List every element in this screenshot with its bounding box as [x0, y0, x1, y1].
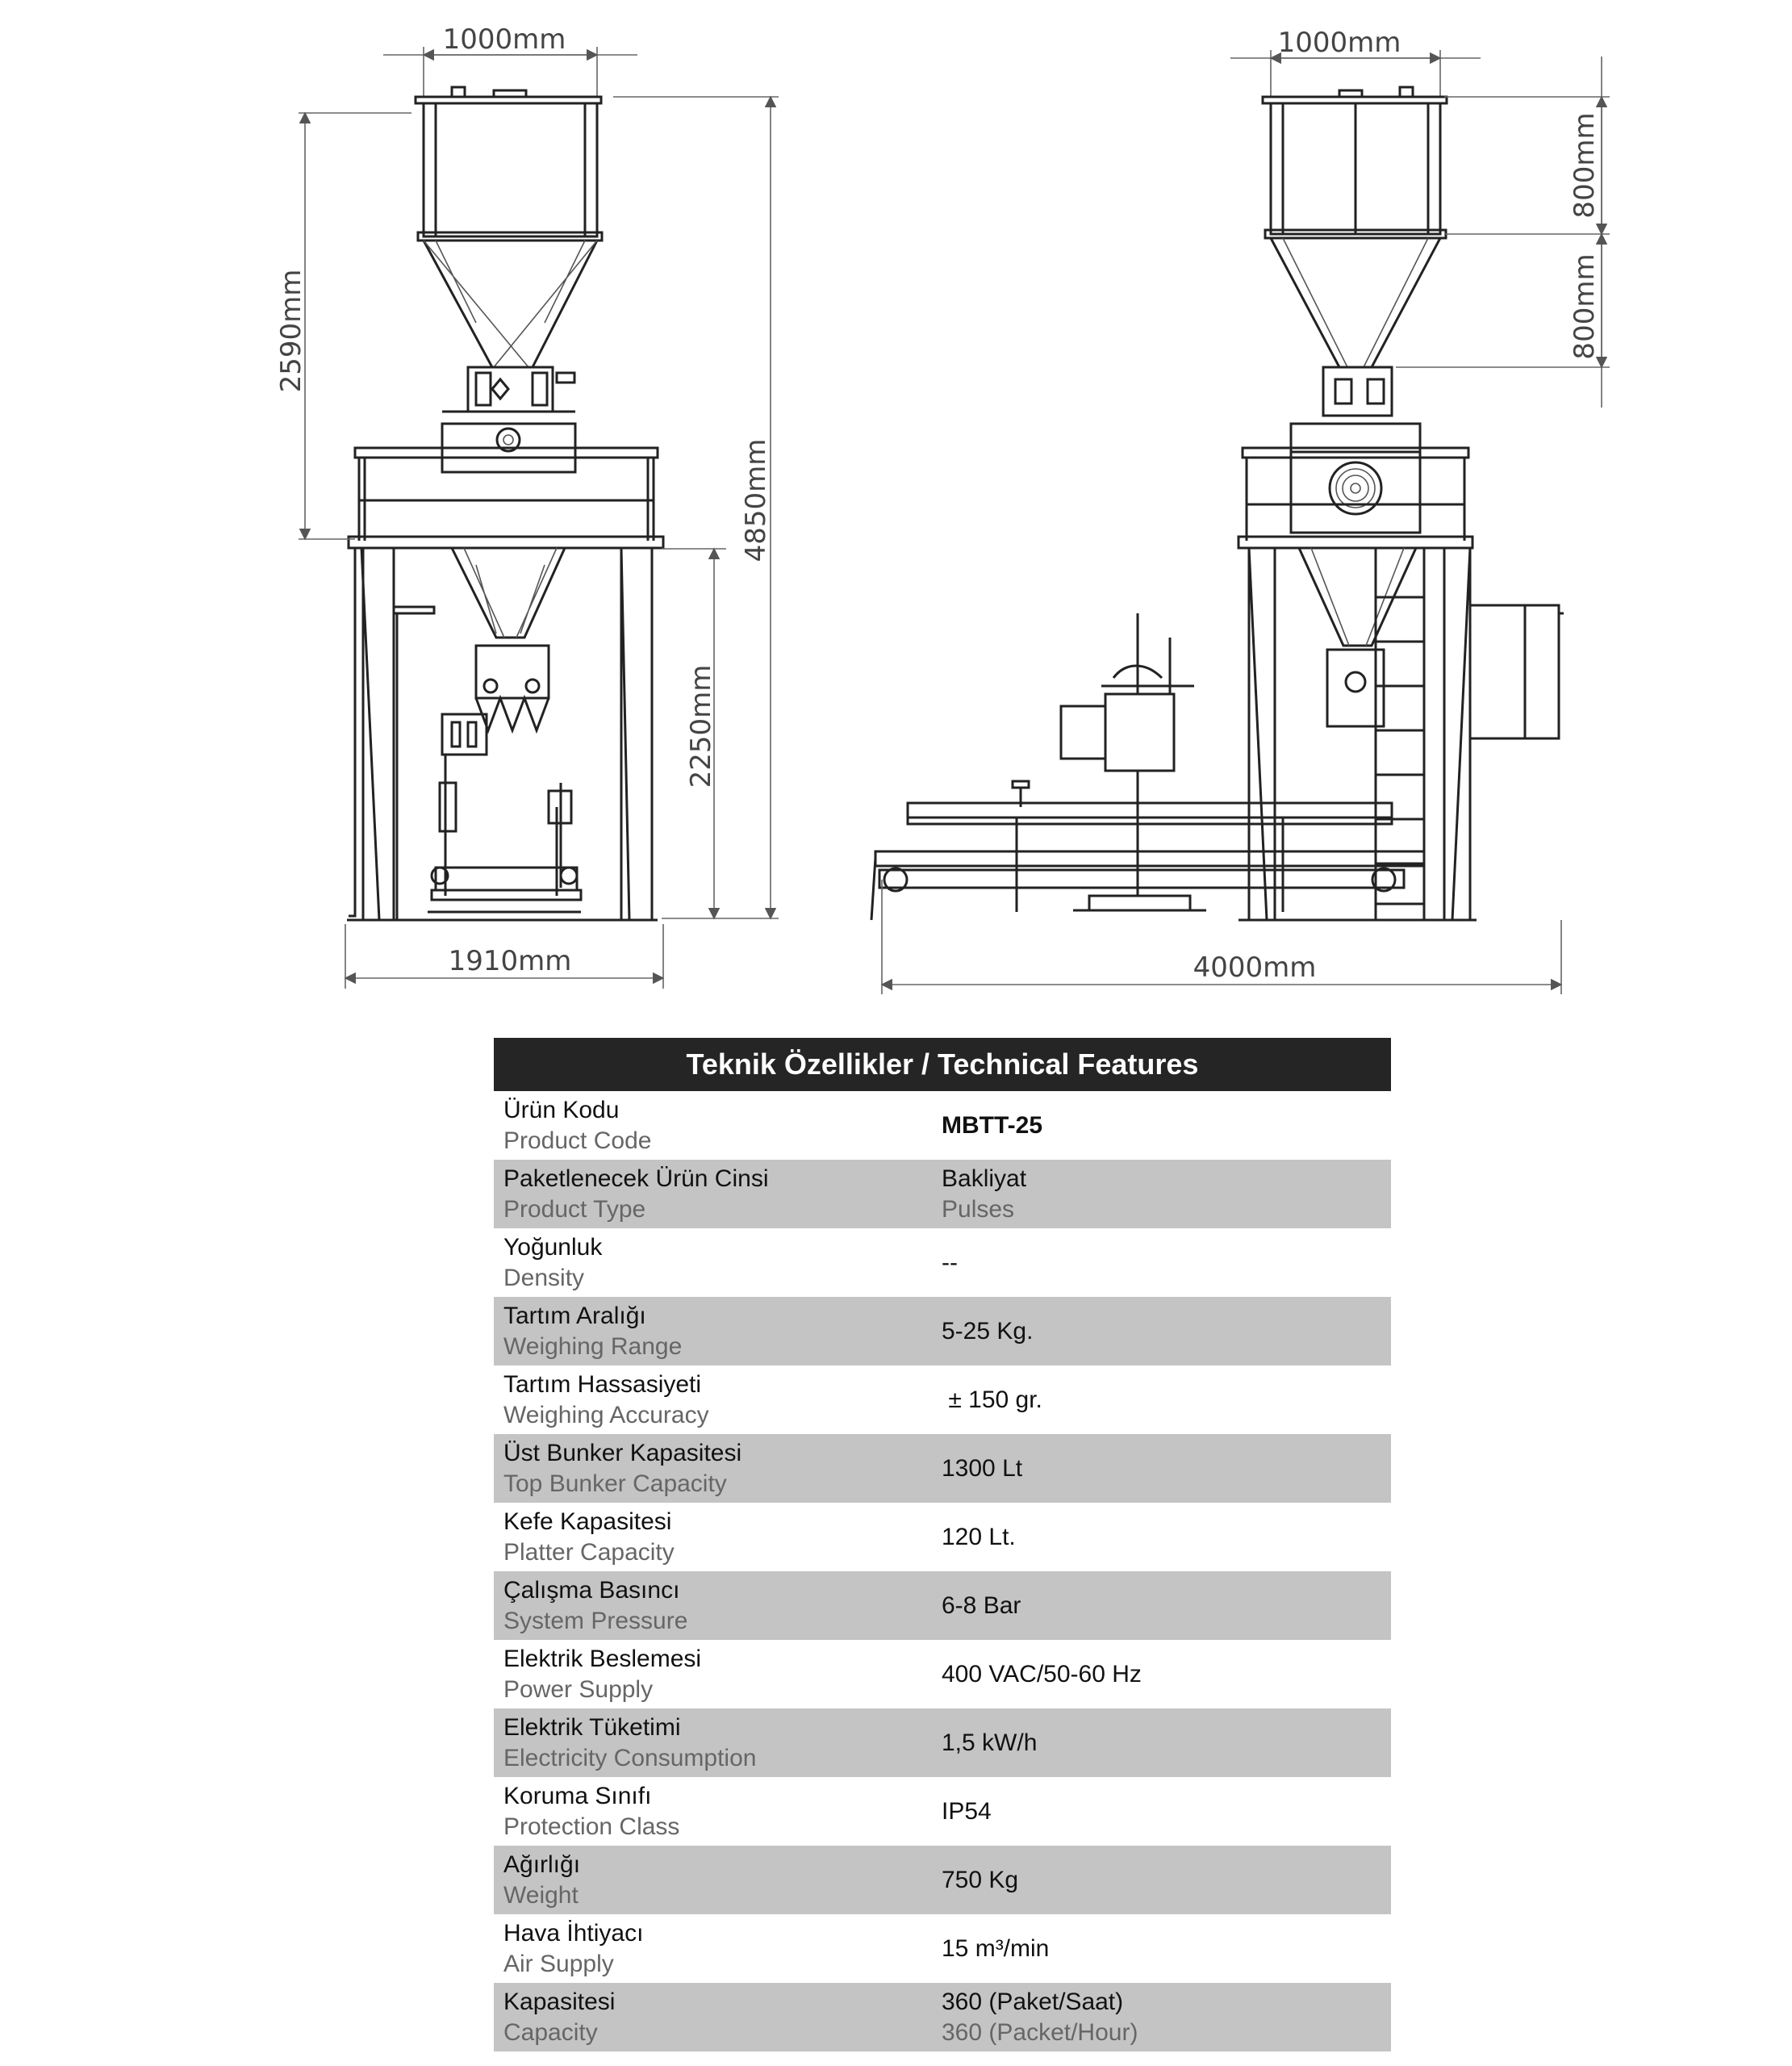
- label-en: Protection Class: [503, 1813, 680, 1840]
- label-tr: Ağırlığı: [503, 1851, 581, 1878]
- table-row: [494, 1160, 1391, 1228]
- value-tr: 120 Lt.: [942, 1523, 1016, 1550]
- label-tr: Elektrik Tüketimi: [503, 1713, 681, 1741]
- table-row: [494, 1983, 1391, 2051]
- front-upper-height-label: 2590mm: [275, 269, 307, 393]
- row-label: [494, 1713, 942, 1774]
- row-value: [942, 1934, 1391, 1964]
- table-row: [494, 1777, 1391, 1846]
- front-total-height-label: 4850mm: [740, 438, 772, 563]
- value-tr: 6-8 Bar: [942, 1591, 1021, 1619]
- label-tr: Paketlenecek Ürün Cinsi: [503, 1165, 769, 1192]
- value-tr: ± 150 gr.: [942, 1386, 1042, 1413]
- label-tr: Tartım Hassasiyeti: [503, 1370, 702, 1398]
- front-top-width-label: 1000mm: [442, 23, 566, 56]
- side-bunker-height-1-label: 800mm: [1569, 112, 1601, 219]
- label-en: Top Bunker Capacity: [503, 1470, 727, 1497]
- row-label: [494, 1301, 942, 1362]
- row-label: [494, 1850, 942, 1911]
- value-tr: 400 VAC/50-60 Hz: [942, 1660, 1142, 1688]
- side-view-drawing: [871, 27, 1610, 994]
- row-value: [942, 1385, 1391, 1416]
- row-value: [942, 1987, 1391, 2048]
- value-tr: --: [942, 1248, 958, 1276]
- label-tr: Kapasitesi: [503, 1988, 616, 2015]
- row-value: [942, 1164, 1391, 1225]
- row-label: [494, 1987, 942, 2048]
- front-base-width-label: 1910mm: [448, 945, 572, 977]
- row-value: [942, 1591, 1391, 1621]
- row-label: [494, 1918, 942, 1980]
- table-row: [494, 1503, 1391, 1571]
- table-row: [494, 1571, 1391, 1640]
- value-tr: 15 m³/min: [942, 1934, 1050, 1962]
- row-value: [942, 1796, 1391, 1827]
- row-value: [942, 1728, 1391, 1759]
- value-tr: 1300 Lt: [942, 1454, 1023, 1482]
- row-value: [942, 1453, 1391, 1484]
- row-label: [494, 1095, 942, 1156]
- label-en: Density: [503, 1264, 585, 1291]
- side-base-length-label: 4000mm: [1193, 951, 1317, 984]
- label-en: Power Supply: [503, 1675, 654, 1703]
- value-tr: IP54: [942, 1797, 992, 1825]
- table-row: [494, 1228, 1391, 1297]
- row-label: [494, 1164, 942, 1225]
- row-label: [494, 1575, 942, 1637]
- label-tr: Koruma Sınıfı: [503, 1782, 652, 1809]
- row-value: [942, 1316, 1391, 1347]
- row-label: [494, 1644, 942, 1705]
- row-label: [494, 1781, 942, 1842]
- row-value: [942, 1248, 1391, 1278]
- label-tr: Üst Bunker Kapasitesi: [503, 1439, 742, 1466]
- row-value: [942, 1522, 1391, 1553]
- label-en: Product Type: [503, 1195, 646, 1223]
- row-value: [942, 1110, 1391, 1141]
- value-tr: 1,5 kW/h: [942, 1729, 1038, 1756]
- table-title: Teknik Özellikler / Technical Features: [494, 1038, 1391, 1091]
- label-en: Air Supply: [503, 1950, 614, 1977]
- label-tr: Ürün Kodu: [503, 1096, 620, 1123]
- front-lower-height-label: 2250mm: [685, 664, 717, 788]
- label-tr: Kefe Kapasitesi: [503, 1508, 672, 1535]
- table-row: [494, 1708, 1391, 1777]
- label-en: System Pressure: [503, 1607, 688, 1634]
- side-bunker-height-2-label: 800mm: [1569, 253, 1601, 360]
- label-en: Weighing Range: [503, 1332, 683, 1360]
- label-en: Product Code: [503, 1127, 652, 1154]
- label-tr: Yoğunluk: [503, 1233, 603, 1261]
- row-value: [942, 1659, 1391, 1690]
- table-row: [494, 1091, 1391, 1160]
- label-en: Weight: [503, 1881, 579, 1909]
- label-tr: Hava İhtiyacı: [503, 1919, 644, 1947]
- label-tr: Çalışma Basıncı: [503, 1576, 680, 1604]
- label-en: Weighing Accuracy: [503, 1401, 709, 1428]
- value-en: 360 (Packet/Hour): [942, 2018, 1138, 2046]
- label-en: Electricity Consumption: [503, 1744, 757, 1771]
- side-top-width-label: 1000mm: [1277, 27, 1401, 59]
- value-tr: 750 Kg: [942, 1866, 1019, 1893]
- table-row: [494, 1846, 1391, 1914]
- value-tr: Bakliyat: [942, 1165, 1027, 1192]
- value-tr: 360 (Paket/Saat): [942, 1988, 1124, 2015]
- table-row: [494, 1640, 1391, 1708]
- row-label: [494, 1507, 942, 1568]
- row-label: [494, 1438, 942, 1499]
- row-value: [942, 1865, 1391, 1896]
- technical-drawings: [0, 0, 1792, 1017]
- label-en: Capacity: [503, 2018, 598, 2046]
- table-row: [494, 1914, 1391, 1983]
- table-row: [494, 1365, 1391, 1434]
- value-tr: MBTT-25: [942, 1111, 1043, 1139]
- table-row: [494, 1297, 1391, 1365]
- row-label: [494, 1370, 942, 1431]
- row-label: [494, 1232, 942, 1294]
- label-tr: Tartım Aralığı: [503, 1302, 646, 1329]
- label-tr: Elektrik Beslemesi: [503, 1645, 702, 1672]
- label-en: Platter Capacity: [503, 1538, 675, 1566]
- front-view-drawing: [275, 23, 779, 989]
- value-tr: 5-25 Kg.: [942, 1317, 1034, 1345]
- technical-features-table: [494, 1038, 1391, 2051]
- value-en: Pulses: [942, 1195, 1015, 1223]
- table-row: [494, 1434, 1391, 1503]
